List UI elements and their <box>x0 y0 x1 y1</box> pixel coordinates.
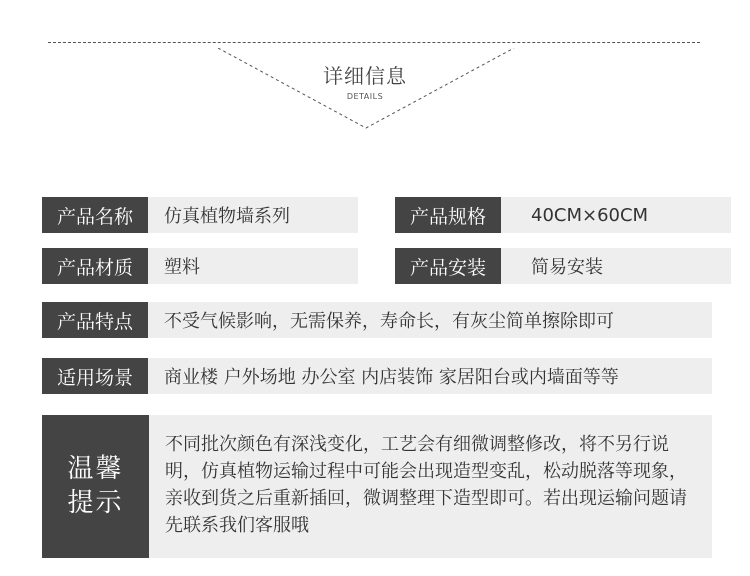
spec-label-material: 产品材质 <box>42 248 148 284</box>
header-divider <box>48 42 700 43</box>
spec-row-name <box>42 197 358 233</box>
spec-value-scene: 商业楼 户外场地 办公室 内店装饰 家居阳台或内墙面等等 <box>148 358 712 394</box>
spec-label-install: 产品安装 <box>395 248 501 284</box>
spec-row-install <box>395 248 731 284</box>
spec-row-size <box>395 197 731 233</box>
notice-label-text: 温馨提示 <box>67 453 124 518</box>
notice-text: 不同批次颜色有深浅变化，工艺会有细微调整修改，将不另行说明，仿真植物运输过程中可能会出现造型变乱，松动脱落等现象，亲收到货之后重新插回，微调整理下造型即可。若出现运输问题请先联系我们客服哦 <box>149 415 712 558</box>
spec-label-feature: 产品特点 <box>42 302 148 338</box>
spec-label-size: 产品规格 <box>395 197 501 233</box>
spec-value-feature: 不受气候影响，无需保养，寿命长，有灰尘简单擦除即可 <box>148 302 712 338</box>
spec-row-scene <box>42 358 712 394</box>
section-subtitle: DETAILS <box>346 92 384 101</box>
spec-value-install: 简易安装 <box>501 248 731 284</box>
spec-row-feature <box>42 302 712 338</box>
spec-value-material: 塑料 <box>148 248 358 284</box>
spec-value-size: 40CM×60CM <box>501 197 731 233</box>
spec-label-scene: 适用场景 <box>42 358 148 394</box>
notice-block <box>42 415 712 558</box>
spec-value-name: 仿真植物墙系列 <box>148 197 358 233</box>
spec-row-material <box>42 248 358 284</box>
section-title: 详细信息 <box>323 64 407 88</box>
spec-label-name: 产品名称 <box>42 197 148 233</box>
notice-label <box>42 415 149 558</box>
